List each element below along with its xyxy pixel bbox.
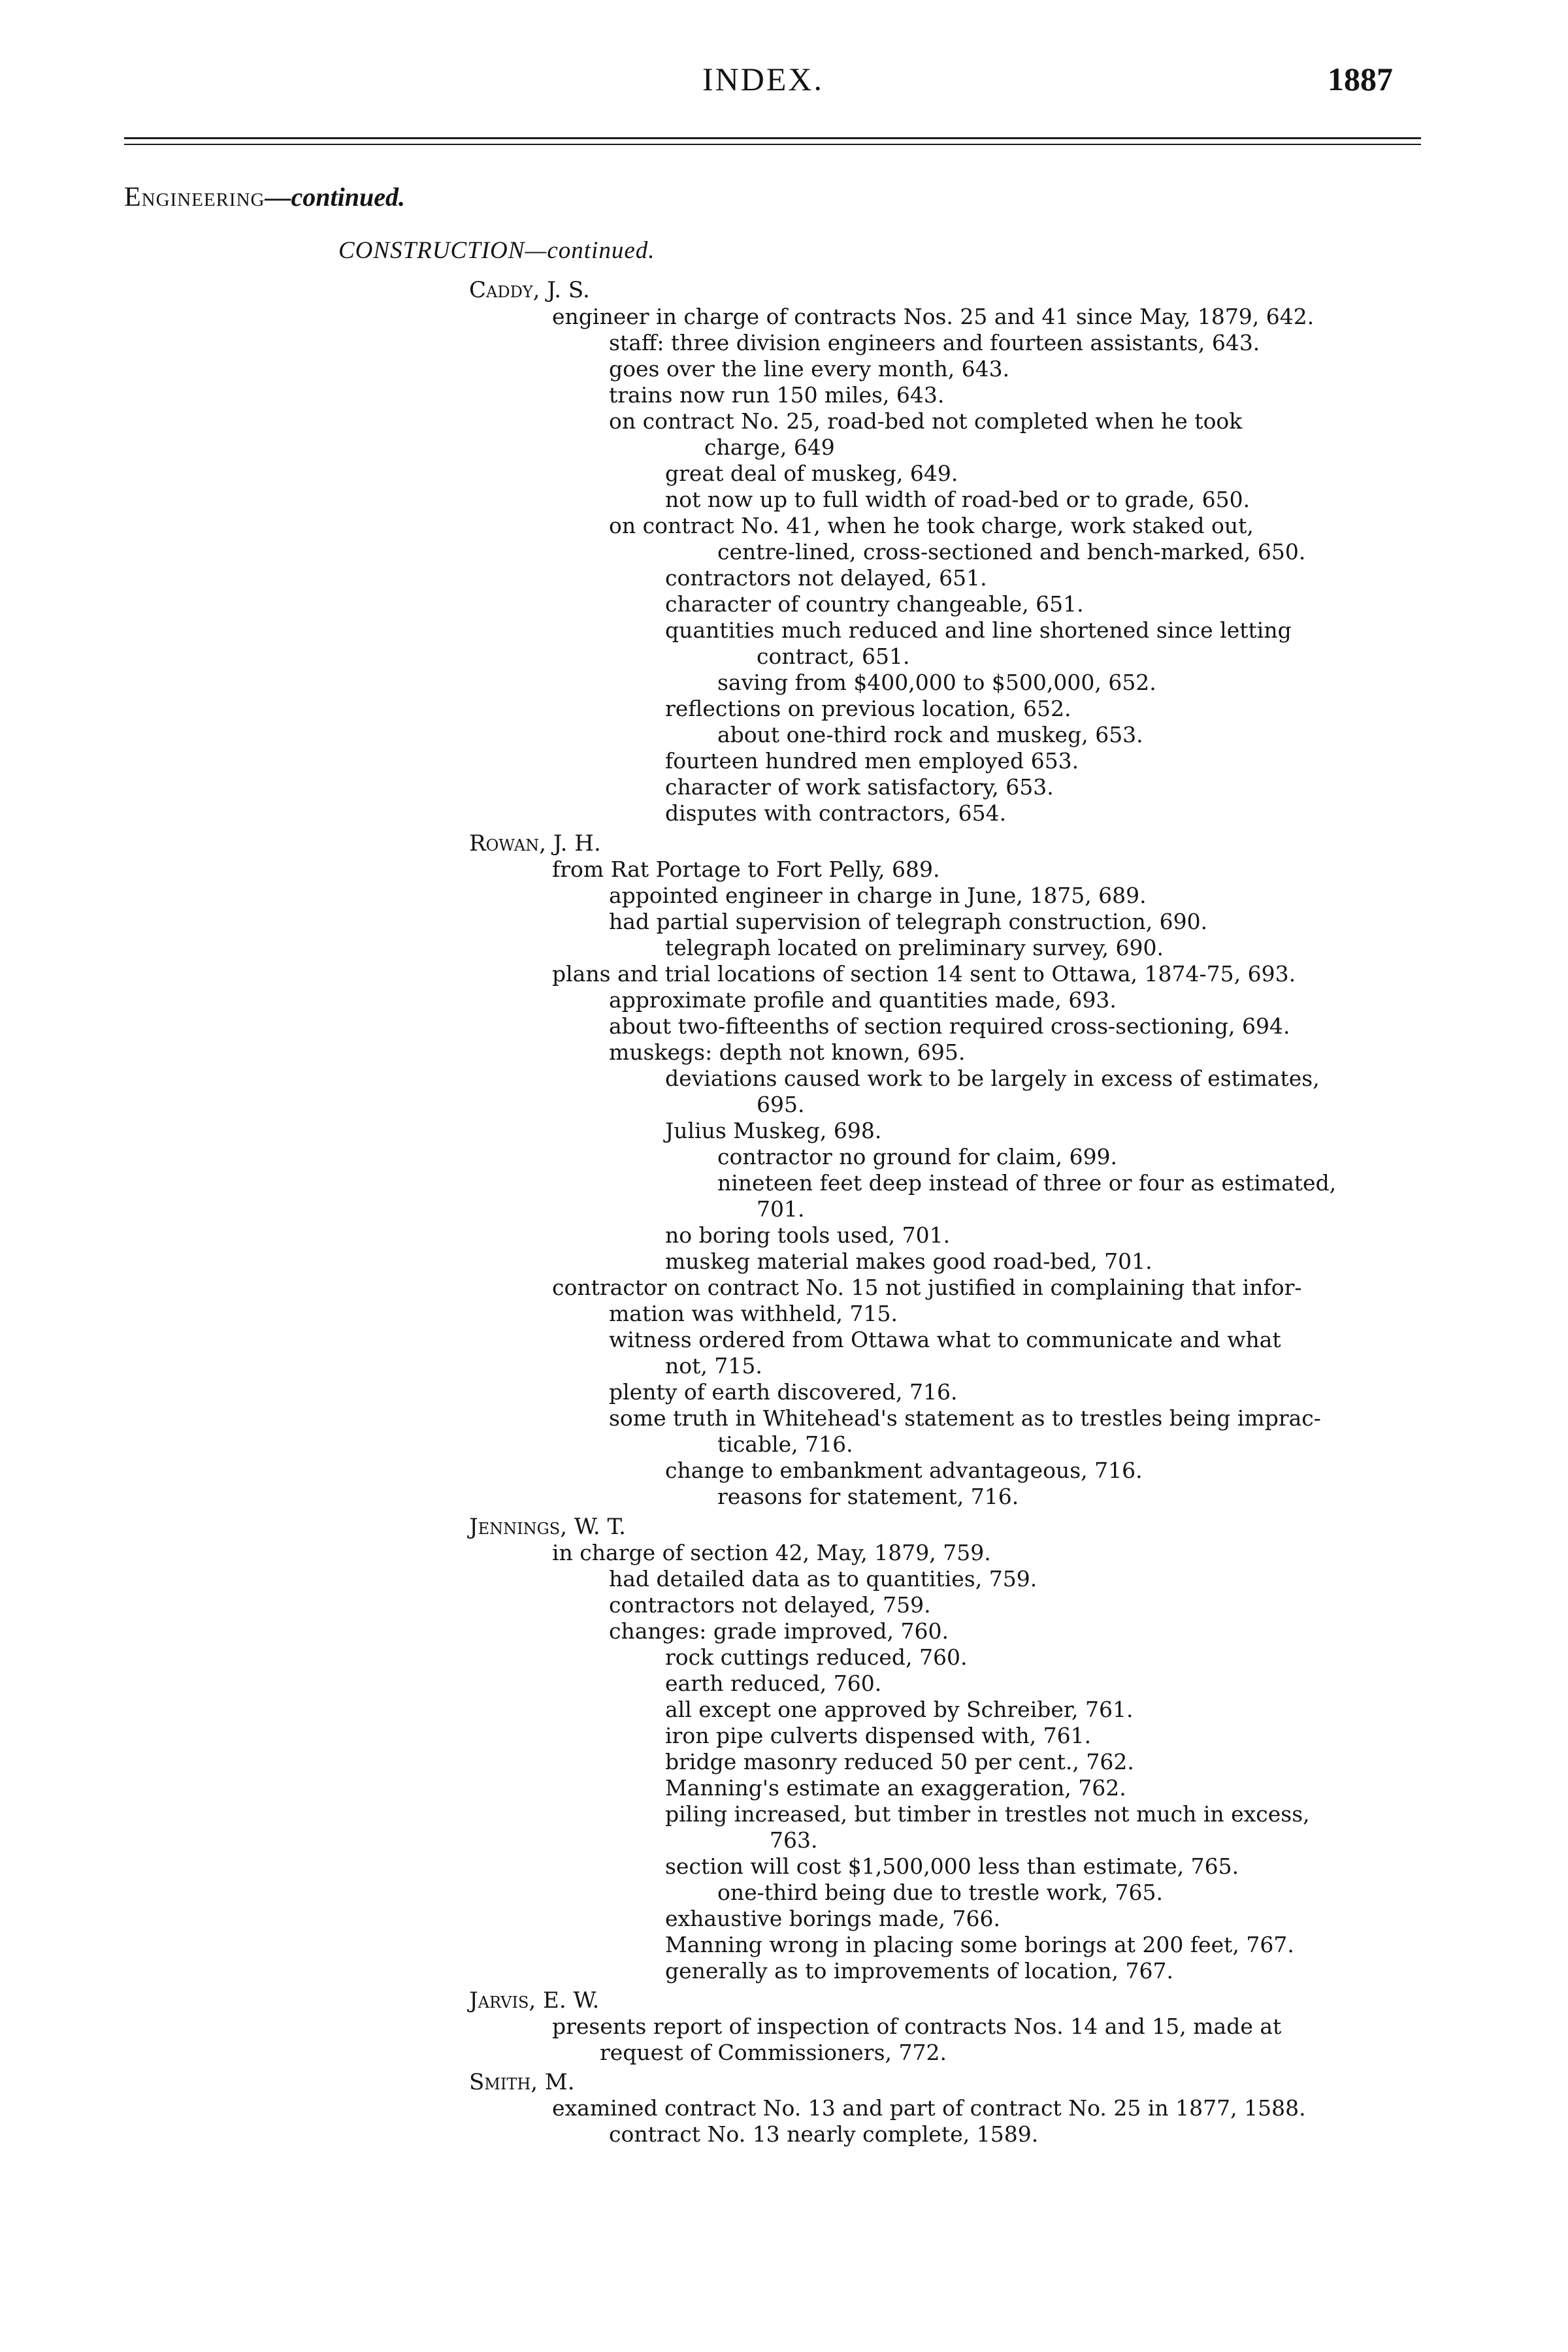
index-entry: changes: grade improved, 760. xyxy=(609,1618,949,1644)
index-entry: goes over the line every month, 643. xyxy=(609,356,1010,382)
index-entry: contractor on contract No. 15 not justified in complaining that infor- xyxy=(552,1275,1302,1300)
index-entry: had detailed data as to quantities, 759. xyxy=(609,1566,1037,1592)
index-entry: telegraph located on preliminary survey, 690. xyxy=(665,935,1164,960)
index-entry: not, 715. xyxy=(665,1353,762,1379)
index-entry: muskegs: depth not known, 695. xyxy=(609,1039,966,1065)
index-entry: Manning's estimate an exaggeration, 762. xyxy=(665,1775,1126,1801)
index-name-entry: Jennings, W. T. xyxy=(469,1514,626,1540)
index-entry: iron pipe culverts dispensed with, 761. xyxy=(665,1723,1092,1748)
index-entry: witness ordered from Ottawa what to communicate and what xyxy=(609,1327,1281,1352)
index-entry: muskeg material makes good road-bed, 701. xyxy=(665,1249,1152,1274)
index-entry: saving from $400,000 to $500,000, 652. xyxy=(717,670,1156,695)
index-entry: contractors not delayed, 759. xyxy=(609,1592,931,1618)
index-entry: contract, 651. xyxy=(757,644,910,669)
index-entry: contractor no ground for claim, 699. xyxy=(717,1144,1118,1169)
index-entry: reasons for statement, 716. xyxy=(717,1484,1019,1509)
index-entry: great deal of muskeg, 649. xyxy=(665,461,958,486)
index-entry: examined contract No. 13 and part of contract No. 25 in 1877, 1588. xyxy=(552,2095,1306,2121)
index-entry: centre-lined, cross-sectioned and bench-marked, 650. xyxy=(717,539,1306,564)
index-entry: mation was withheld, 715. xyxy=(609,1301,898,1326)
index-entry: all except one approved by Schreiber, 761. xyxy=(665,1697,1134,1722)
index-entry: 763. xyxy=(770,1827,818,1853)
section-heading xyxy=(124,182,405,213)
index-entry: quantities much reduced and line shortened since letting xyxy=(665,617,1292,643)
index-entry: not now up to full width of road-bed or to grade, 650. xyxy=(665,487,1250,512)
index-name-entry: Smith, M. xyxy=(469,2069,575,2095)
index-entry: nineteen feet deep instead of three or four as estimated, xyxy=(717,1170,1337,1196)
section-continued: —continued. xyxy=(265,182,405,212)
index-entry: about two-fifteenths of section required cross-sectioning, 694. xyxy=(609,1013,1290,1039)
index-entry: exhaustive borings made, 766. xyxy=(665,1906,1000,1931)
index-entry: deviations caused work to be largely in excess of estimates, xyxy=(665,1066,1320,1091)
index-entry: appointed engineer in charge in June, 1875, 689. xyxy=(609,883,1147,908)
index-entry: no boring tools used, 701. xyxy=(665,1222,951,1248)
index-entry: from Rat Portage to Fort Pelly, 689. xyxy=(552,857,940,882)
index-entry: earth reduced, 760. xyxy=(665,1671,882,1696)
header-rule-thin xyxy=(124,144,1421,145)
index-entry: contractors not delayed, 651. xyxy=(665,565,987,591)
subsection-heading: CONSTRUCTION—continued. xyxy=(338,237,655,264)
page-number: 1887 xyxy=(1328,61,1393,97)
index-entry: rock cuttings reduced, 760. xyxy=(665,1644,968,1670)
header-rule-thick xyxy=(124,137,1421,139)
index-entry: change to embankment advantageous, 716. xyxy=(665,1458,1143,1483)
index-name-entry: Rowan, J. H. xyxy=(469,830,601,857)
index-entry: Julius Muskeg, 698. xyxy=(665,1118,882,1143)
index-entry: 701. xyxy=(757,1196,805,1222)
index-entry: reflections on previous location, 652. xyxy=(665,696,1071,721)
index-entry: ticable, 716. xyxy=(717,1431,853,1457)
index-entry: piling increased, but timber in trestles not much in excess, xyxy=(665,1801,1310,1827)
index-entry: plenty of earth discovered, 716. xyxy=(609,1379,958,1405)
index-entry: fourteen hundred men employed 653. xyxy=(665,748,1079,774)
index-entry: contract No. 13 nearly complete, 1589. xyxy=(609,2121,1039,2147)
index-entry: plans and trial locations of section 14 sent to Ottawa, 1874-75, 693. xyxy=(552,961,1296,987)
index-entry: in charge of section 42, May, 1879, 759. xyxy=(552,1540,991,1565)
index-entry: approximate profile and quantities made, 693. xyxy=(609,987,1117,1013)
index-entry: engineer in charge of contracts Nos. 25 and 41 since May, 1879, 642. xyxy=(552,304,1315,329)
index-entry: about one-third rock and muskeg, 653. xyxy=(717,722,1143,747)
index-entry: charge, 649 xyxy=(704,434,835,460)
index-entry: on contract No. 25, road-bed not completed when he took xyxy=(609,408,1243,434)
index-entry: on contract No. 41, when he took charge, work staked out, xyxy=(609,513,1254,538)
index-entry: some truth in Whitehead's statement as to trestles being imprac- xyxy=(609,1405,1321,1431)
index-entry: generally as to improvements of location, 767. xyxy=(665,1958,1173,1984)
index-entry: section will cost $1,500,000 less than estimate, 765. xyxy=(665,1854,1239,1879)
index-entry: one-third being due to trestle work, 765. xyxy=(717,1880,1164,1905)
index-entry: bridge masonry reduced 50 per cent., 762. xyxy=(665,1749,1134,1774)
index-name-entry: Caddy, J. S. xyxy=(469,277,590,303)
index-entry: 695. xyxy=(757,1092,805,1117)
index-entry: trains now run 150 miles, 643. xyxy=(609,382,945,408)
index-entry: request of Commissioners, 772. xyxy=(600,2040,947,2065)
index-name-entry: Jarvis, E. W. xyxy=(469,1987,600,2014)
page-header-title: INDEX. xyxy=(702,61,825,97)
index-entry: character of work satisfactory, 653. xyxy=(665,774,1054,800)
index-entry: staff: three division engineers and fourteen assistants, 643. xyxy=(609,330,1260,355)
index-entry: disputes with contractors, 654. xyxy=(665,800,1007,826)
index-entry: had partial supervision of telegraph construction, 690. xyxy=(609,909,1208,934)
index-entry: Manning wrong in placing some borings at 200 feet, 767. xyxy=(665,1932,1294,1957)
index-entry: character of country changeable, 651. xyxy=(665,591,1084,617)
section-label: Engineering xyxy=(124,182,265,212)
index-entry: presents report of inspection of contracts Nos. 14 and 15, made at xyxy=(552,2014,1282,2039)
